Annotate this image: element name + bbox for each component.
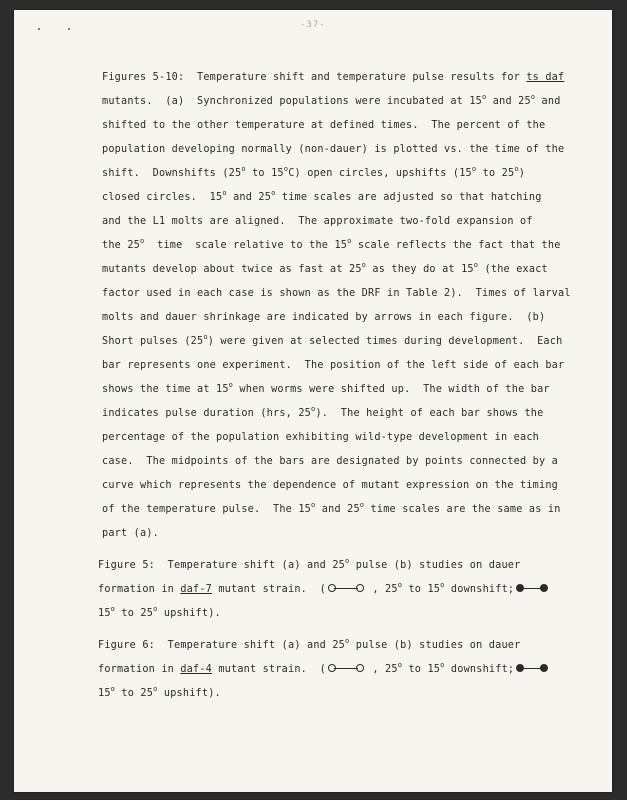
scan-speck [38,28,40,30]
caption-line: mutants. (a) Synchronized populations were incubated at 15$^o$ and 25$^o$ and [102,93,561,107]
caption-line: Figures 5-10: Temperature shift and temperature pulse results for ts daf [102,72,565,83]
caption-line: formation in daf-7 mutant strain. ( , 25$^o$ to 15$^o$ downshift; [98,584,550,595]
scan-speck [68,28,70,30]
caption-line: formation in daf-4 mutant strain. ( , 25$^o$ to 15$^o$ downshift; [98,664,550,675]
caption-line: shows the time at 15$^o$ when worms were shifted up. The width of the bar [102,381,550,395]
caption-line: case. The midpoints of the bars are designated by points connected by a [102,456,559,467]
caption-line: mutants develop about twice as fast at 25$^o$ as they do at 15$^o$ (the exact [102,261,548,275]
caption-line: closed circles. 15$^o$ and 25$^o$ time scales are adjusted so that hatching [102,189,542,203]
caption-line: and the L1 molts are aligned. The approximate two-fold expansion of [102,216,533,227]
caption-line: indicates pulse duration (hrs, 25$^o$). The height of each bar shows the [102,405,544,419]
open-circle-line-symbol [328,584,364,594]
caption-line: molts and dauer shrinkage are indicated by arrows in each figure. (b) [102,312,546,323]
figure-6-caption [98,637,521,699]
page-number: -37- [300,20,326,30]
caption-line: factor used in each case is shown as the DRF in Table 2). Times of larval [102,288,571,299]
caption-line: 15$^o$ to 25$^o$ upshift). [98,605,221,619]
caption-line: Short pulses (25$^o$) were given at selected times during development. Each [102,333,563,347]
closed-circle-line-symbol [516,664,548,674]
caption-line: the 25$^o$ time scale relative to the 15$^o$ scale reflects the fact that the [102,237,561,251]
caption-line: population developing normally (non-dauer) is plotted vs. the time of the [102,144,565,155]
caption-line: part (a). [102,528,160,539]
caption-line: 15$^o$ to 25$^o$ upshift). [98,685,221,699]
caption-line: of the temperature pulse. The 15$^o$ and 25$^o$ time scales are the same as in [102,501,561,515]
figure-5-caption [98,557,521,619]
caption-line: Figure 5: Temperature shift (a) and 25$^o$ pulse (b) studies on dauer [98,557,521,571]
caption-line: Figure 6: Temperature shift (a) and 25$^o$ pulse (b) studies on dauer [98,637,521,651]
closed-circle-line-symbol [516,584,548,594]
figures-5-10-caption [102,72,571,539]
caption-line: curve which represents the dependence of mutant expression on the timing [102,480,559,491]
caption-line: bar represents one experiment. The position of the left side of each bar [102,360,565,371]
caption-line: shifted to the other temperature at defined times. The percent of the [102,120,546,131]
caption-line: shift. Downshifts (25$^o$ to 15$^o$C) open circles, upshifts (15$^o$ to 25$^o$) [102,165,526,179]
caption-line: percentage of the population exhibiting wild-type development in each [102,432,540,443]
open-circle-line-symbol [328,664,364,674]
